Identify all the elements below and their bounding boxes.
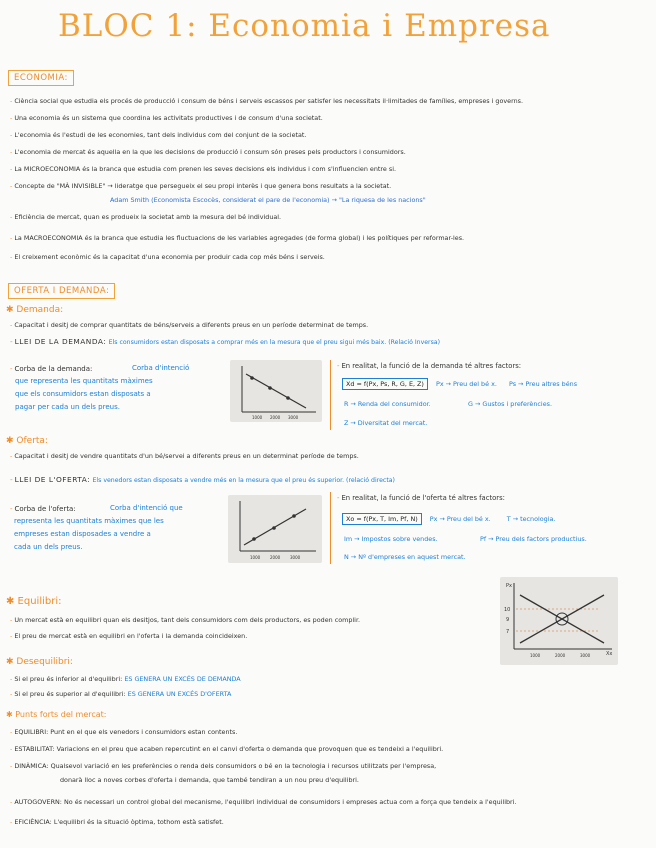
demanda-capacitat: - Capacitat i desitj de comprar quantitats de béns/serveis a diferents preus en un període determinat de temps.	[10, 321, 369, 329]
economia-line-1: - Ciència social que estudia els procés de producció i consum de béns i serveis escassos per satisfer les necessitats il·limitades de famílies, empreses i governs.	[10, 97, 524, 105]
supply-curve-chart	[228, 495, 322, 563]
demanda-factor-z: Z → Diversitat del mercat.	[344, 419, 428, 427]
eq-tick-9: 9	[506, 617, 510, 623]
economia-line-5: - La MICROECONOMIA és la branca que estudia com prenen les seves decisions els individus i com s'influencien entre si.	[10, 165, 396, 173]
desequilibri-subheading: ✱ Desequilibri:	[6, 657, 73, 667]
corba-oferta-label: - Corba de l'oferta:	[10, 505, 76, 513]
punt-equilibri: - EQUILIBRI: Punt en el que els venedors i consumidors estan contents.	[10, 728, 238, 736]
punt-dinamica: - DINÀMICA: Qualsevol variació en les preferències o renda dels consumidors o bé en la tecnologia i recursos utilitzats per l'empresa,	[10, 762, 437, 770]
corba-demanda-text-1: Corba d'intenció	[132, 364, 190, 372]
llei-demanda: - LLEI DE LA DEMANDA: Els consumidors estan disposats a comprar més en la mesura que el preu sigui més baix. (Relació Inversa)	[10, 337, 441, 346]
economia-line-10: - El creixement econòmic és la capacitat d'una economia per produir cada cop més béns i serveis.	[10, 253, 325, 261]
oferta-factor-n: N → Nº d'empreses en aquest mercat.	[344, 553, 466, 561]
llei-oferta: - LLEI DE L'OFERTA: Els venedors estan disposats a vendre més en la mesura que el preu és superior. (relació directa)	[10, 475, 395, 484]
equilibrium-chart	[500, 577, 618, 665]
supply-point	[272, 526, 276, 530]
economia-line-7: Adam Smith (Economista Escocès, considerat el pare de l'economia) → "La riquesa de les nacions"	[110, 196, 426, 204]
supply-point	[292, 514, 296, 518]
punt-dinamica-cont: donarà lloc a noves corbes d'oferta i demanda, que també tendiran a un nou preu d'equilibri.	[60, 776, 359, 784]
equilibri-subheading: ✱ Equilibri:	[6, 596, 62, 607]
desequilibri-line-1: - Si el preu és inferior al d'equilibri: ES GENERA UN EXCÉS DE DEMANDA	[10, 675, 241, 683]
eq-x-tick: 3000	[580, 653, 591, 658]
demand-curve-line	[246, 374, 306, 408]
corba-oferta-text-4: cada un dels preus.	[14, 543, 83, 551]
economia-line-2: - Una economia és un sistema que coordina les activitats productives i de consum d'una societat.	[10, 114, 323, 122]
oferta-capacitat: - Capacitat i desitj de vendre quantitats d'un bé/servei a diferents preus en un determinat període de temps.	[10, 452, 359, 460]
eq-x-label: Xx	[606, 651, 613, 657]
oferta-demanda-heading: OFERTA I DEMANDA:	[8, 283, 115, 299]
demand-point	[250, 376, 254, 380]
corba-oferta-text-3: empreses estan disposades a vendre a	[14, 530, 151, 538]
demand-point	[286, 396, 290, 400]
oferta-factor-im: Im → Impostos sobre vendes.	[344, 535, 438, 543]
economia-line-4: - L'economia de mercat és aquella en la que les decisions de producció i consum són preses pels productors i consumidors.	[10, 148, 406, 156]
supply-tick: 3000	[290, 555, 301, 560]
demand-tick: 3000	[288, 415, 299, 420]
eq-x-tick: 2000	[555, 653, 566, 658]
punt-eficiencia: - EFICIÈNCIA: L'equilibri és la situació òptima, tothom està satisfet.	[10, 818, 224, 826]
demand-point	[268, 386, 272, 390]
corba-demanda-text-3: que els consumidors estan disposats a	[15, 390, 151, 398]
punt-autogovern: - AUTOGOVERN: No és necessari un control global del mecanisme, l'equilibri individual de consumidors i empreses actua com a força que tendeix a l'equilibri.	[10, 798, 517, 806]
equilibri-line-2: - El preu de mercat està en equilibri en l'oferta i la demanda coincideixen.	[10, 632, 248, 640]
punts-forts-subheading: ✱ Punts forts del mercat:	[6, 710, 107, 719]
demand-tick: 1000	[252, 415, 263, 420]
demand-tick: 2000	[270, 415, 281, 420]
oferta-subheading: ✱ Oferta:	[6, 436, 48, 446]
desequilibri-line-2: - Si el preu és superior al d'equilibri: ES GENERA UN EXCÉS D'OFERTA	[10, 690, 232, 698]
economia-line-3: - L'economia és l'estudi de les economies, tant dels individus com del conjunt de la societat.	[10, 131, 307, 139]
eq-tick-7: 7	[506, 629, 510, 635]
page-title: BLOC 1: Economia i Empresa	[58, 8, 551, 44]
demanda-formula-row: Xd = f(Px, Ps, R, G, E, Z) Px → Preu del bé x. Ps → Preu altres béns	[342, 380, 577, 388]
corba-oferta-text-2: representa les quantitats màximes que les	[14, 517, 164, 525]
economia-line-8: - Eficiència de mercat, quan es produeix la societat amb la mesura del bé individual.	[10, 213, 282, 221]
demand-curve-chart	[230, 360, 322, 422]
demanda-factors-divider	[330, 360, 331, 430]
demanda-subheading: ✱ Demanda:	[6, 305, 64, 315]
demanda-factor-r: R → Renda del consumidor.	[344, 400, 431, 408]
demanda-factor-g: G → Gustos i preferències.	[468, 400, 552, 408]
oferta-factors-divider	[330, 492, 331, 564]
supply-tick: 1000	[250, 555, 261, 560]
eq-x-tick: 1000	[530, 653, 541, 658]
corba-oferta-text-1: Corba d'intenció que	[110, 504, 183, 512]
supply-point	[252, 537, 256, 541]
equilibri-line-1: - Un mercat està en equilibri quan els desitjos, tant dels consumidors com dels productors, es poden complir.	[10, 616, 361, 624]
demanda-factors-intro: - En realitat, la funció de la demanda té altres factors:	[337, 362, 522, 370]
economia-line-6: - Concepte de "MÀ INVISIBLE" → lideratge que persegueix el seu propi interès i que genera bons resultats a la societat.	[10, 182, 392, 190]
oferta-formula-row: Xo = f(Px, T, Im, Pf, N) Px → Preu del bé x. T → tecnologia.	[342, 515, 555, 523]
corba-demanda-text-4: pagar per cada un dels preus.	[15, 403, 120, 411]
eq-tick-10: 10	[504, 607, 511, 613]
punt-estabilitat: - ESTABILITAT: Variacions en el preu que acaben repercutint en el canvi d'oferta o demanda que provoquen que es tendeixi a l'equilibri.	[10, 745, 444, 753]
corba-demanda-text-2: que representa les quantitats màximes	[15, 377, 153, 385]
eq-y-label: Px	[506, 583, 512, 589]
economia-heading: ECONOMIA:	[8, 70, 74, 86]
corba-demanda-label: - Corba de la demanda:	[10, 365, 93, 373]
oferta-factors-intro: - En realitat, la funció de l'oferta té altres factors:	[337, 494, 505, 502]
supply-tick: 2000	[270, 555, 281, 560]
economia-line-9: - La MACROECONOMIA és la branca que estudia les fluctuacions de les variables agregades (de forma global) i les polítiques per reformar-les.	[10, 234, 465, 242]
oferta-factor-pf: Pf → Preu dels factors productius.	[480, 535, 587, 543]
